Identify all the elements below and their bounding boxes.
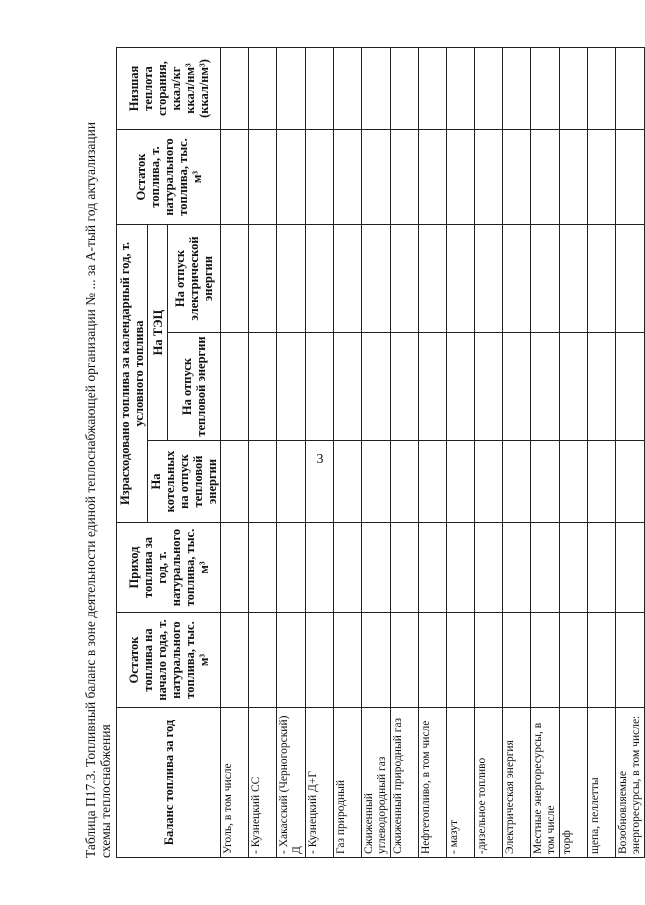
- header-boilers: На котельных на отпуск тепловой энергии: [148, 441, 221, 523]
- row-label: щепа, пеллетты: [588, 708, 616, 858]
- table-row: [616, 47, 645, 857]
- empty-cell: [531, 224, 560, 332]
- empty-cell: [362, 47, 391, 129]
- row-label: - Кузнецкий Д+Г: [306, 708, 334, 858]
- header-calorific-value: Низшая теплота сгорания, ккал/кг ккал/нм³ (ккал/нм³): [117, 47, 221, 129]
- empty-cell: [249, 333, 277, 441]
- empty-cell: [475, 613, 503, 708]
- table-row: [306, 47, 334, 857]
- empty-cell: [531, 333, 560, 441]
- empty-cell: [475, 129, 503, 224]
- row-label: Сжиженный углеводородный газ: [362, 708, 391, 858]
- empty-cell: [588, 333, 616, 441]
- empty-cell: [616, 47, 645, 129]
- caption-line-2: схемы теплоснабжения: [98, 724, 113, 858]
- page-number: 3: [316, 452, 324, 467]
- row-label: Электрическая энергия: [503, 708, 531, 858]
- empty-cell: [447, 129, 475, 224]
- empty-cell: [419, 613, 447, 708]
- empty-cell: [588, 441, 616, 523]
- empty-cell: [503, 333, 531, 441]
- fuel-balance-table: [116, 47, 645, 858]
- row-label: - Хакасский (Черногорский) Д: [277, 708, 306, 858]
- header-tec-electric: На отпуск электрической энергии: [168, 224, 221, 332]
- table-row: [249, 47, 277, 857]
- empty-cell: [531, 441, 560, 523]
- empty-cell: [588, 129, 616, 224]
- empty-cell: [560, 613, 588, 708]
- empty-cell: [306, 47, 334, 129]
- caption-line-1: Таблица П17.3. Топливный баланс в зоне деятельности единой теплоснабжающей организации № ... за А-тый год актуализации: [83, 121, 98, 858]
- empty-cell: [277, 47, 306, 129]
- empty-cell: [531, 129, 560, 224]
- header-receipt: Приход топлива за год, т. натурального топлива, тыс. м³: [117, 523, 221, 613]
- table-row: [560, 47, 588, 857]
- empty-cell: [475, 441, 503, 523]
- row-label: Местные энергоресурсы, в том числе: [531, 708, 560, 858]
- table-row: [503, 47, 531, 857]
- empty-cell: [249, 523, 277, 613]
- empty-cell: [475, 523, 503, 613]
- empty-cell: [362, 441, 391, 523]
- empty-cell: [531, 47, 560, 129]
- empty-cell: [560, 441, 588, 523]
- empty-cell: [249, 47, 277, 129]
- empty-cell: [277, 129, 306, 224]
- empty-cell: [277, 441, 306, 523]
- empty-cell: [334, 333, 362, 441]
- empty-cell: [531, 613, 560, 708]
- empty-cell: [334, 47, 362, 129]
- empty-cell: [503, 441, 531, 523]
- table-row: [419, 47, 447, 857]
- empty-cell: [249, 613, 277, 708]
- empty-cell: [277, 224, 306, 332]
- header-opening-stock: Остаток топлива на начало года, т. натурального топлива, тыс. м³: [117, 613, 221, 708]
- empty-cell: [588, 613, 616, 708]
- empty-cell: [475, 224, 503, 332]
- header-fuel-balance: Баланс топлива за год: [117, 708, 221, 858]
- empty-cell: [306, 333, 334, 441]
- empty-cell: [447, 441, 475, 523]
- table-row: [475, 47, 503, 857]
- empty-cell: [616, 441, 645, 523]
- empty-cell: [560, 224, 588, 332]
- empty-cell: [616, 523, 645, 613]
- empty-cell: [560, 129, 588, 224]
- empty-cell: [419, 224, 447, 332]
- table-row: [362, 47, 391, 857]
- row-label: торф: [560, 708, 588, 858]
- empty-cell: [419, 333, 447, 441]
- empty-cell: [391, 224, 419, 332]
- row-label: Нефтетопливо, в том числе: [419, 708, 447, 858]
- empty-cell: [616, 129, 645, 224]
- empty-cell: [419, 47, 447, 129]
- row-label: - мазут: [447, 708, 475, 858]
- header-consumed-group: Израсходовано топлива за календарный год, т. условного топлива: [117, 224, 148, 522]
- empty-cell: [221, 523, 249, 613]
- empty-cell: [221, 613, 249, 708]
- table-body: [221, 47, 645, 857]
- empty-cell: [249, 224, 277, 332]
- empty-cell: [306, 523, 334, 613]
- empty-cell: [221, 129, 249, 224]
- empty-cell: [277, 613, 306, 708]
- rotated-table-section: [83, 48, 643, 858]
- row-label: Уголь, в том числе: [221, 708, 249, 858]
- row-label: Газ природный: [334, 708, 362, 858]
- empty-cell: [503, 224, 531, 332]
- empty-cell: [334, 523, 362, 613]
- empty-cell: [419, 523, 447, 613]
- table-caption: [83, 48, 115, 858]
- empty-cell: [362, 224, 391, 332]
- empty-cell: [503, 523, 531, 613]
- empty-cell: [334, 224, 362, 332]
- empty-cell: [588, 523, 616, 613]
- empty-cell: [277, 523, 306, 613]
- empty-cell: [362, 129, 391, 224]
- header-closing-stock: Остаток топлива, т. натурального топлива, тыс. м³: [117, 129, 221, 224]
- empty-cell: [419, 129, 447, 224]
- empty-cell: [531, 523, 560, 613]
- empty-cell: [306, 613, 334, 708]
- table-row: [588, 47, 616, 857]
- empty-cell: [221, 441, 249, 523]
- empty-cell: [391, 441, 419, 523]
- empty-cell: [249, 441, 277, 523]
- empty-cell: [503, 613, 531, 708]
- empty-cell: [588, 47, 616, 129]
- empty-cell: [221, 47, 249, 129]
- empty-cell: [391, 129, 419, 224]
- empty-cell: [503, 129, 531, 224]
- row-label: -дизельное топливо: [475, 708, 503, 858]
- empty-cell: [475, 333, 503, 441]
- empty-cell: [306, 224, 334, 332]
- empty-cell: [560, 523, 588, 613]
- table-row: [391, 47, 419, 857]
- empty-cell: [221, 333, 249, 441]
- empty-cell: [334, 613, 362, 708]
- empty-cell: [560, 47, 588, 129]
- empty-cell: [221, 224, 249, 332]
- empty-cell: [391, 523, 419, 613]
- empty-cell: [334, 441, 362, 523]
- empty-cell: [616, 333, 645, 441]
- table-row: [531, 47, 560, 857]
- empty-cell: [588, 224, 616, 332]
- empty-cell: [362, 333, 391, 441]
- empty-cell: [277, 333, 306, 441]
- empty-cell: [362, 613, 391, 708]
- empty-cell: [391, 333, 419, 441]
- empty-cell: [362, 523, 391, 613]
- empty-cell: [306, 129, 334, 224]
- empty-cell: [391, 613, 419, 708]
- empty-cell: [447, 613, 475, 708]
- empty-cell: [447, 224, 475, 332]
- header-tec: На ТЭЦ: [148, 224, 168, 440]
- table-row: [334, 47, 362, 857]
- empty-cell: [616, 224, 645, 332]
- empty-cell: [447, 523, 475, 613]
- empty-cell: [560, 333, 588, 441]
- header-tec-heat: На отпуск тепловой энергии: [168, 333, 221, 441]
- empty-cell: [447, 333, 475, 441]
- empty-cell: [249, 129, 277, 224]
- empty-cell: [475, 47, 503, 129]
- table-row: [277, 47, 306, 857]
- row-label: Сжиженный природный газ: [391, 708, 419, 858]
- table-row: [221, 47, 249, 857]
- empty-cell: [616, 613, 645, 708]
- empty-cell: [306, 441, 334, 523]
- row-label: - Кузнецкий СС: [249, 708, 277, 858]
- empty-cell: [419, 441, 447, 523]
- table-row: [447, 47, 475, 857]
- empty-cell: [503, 47, 531, 129]
- empty-cell: [391, 47, 419, 129]
- empty-cell: [334, 129, 362, 224]
- empty-cell: [447, 47, 475, 129]
- row-label: Возобновляемые энергоресурсы, в том числе:: [616, 708, 645, 858]
